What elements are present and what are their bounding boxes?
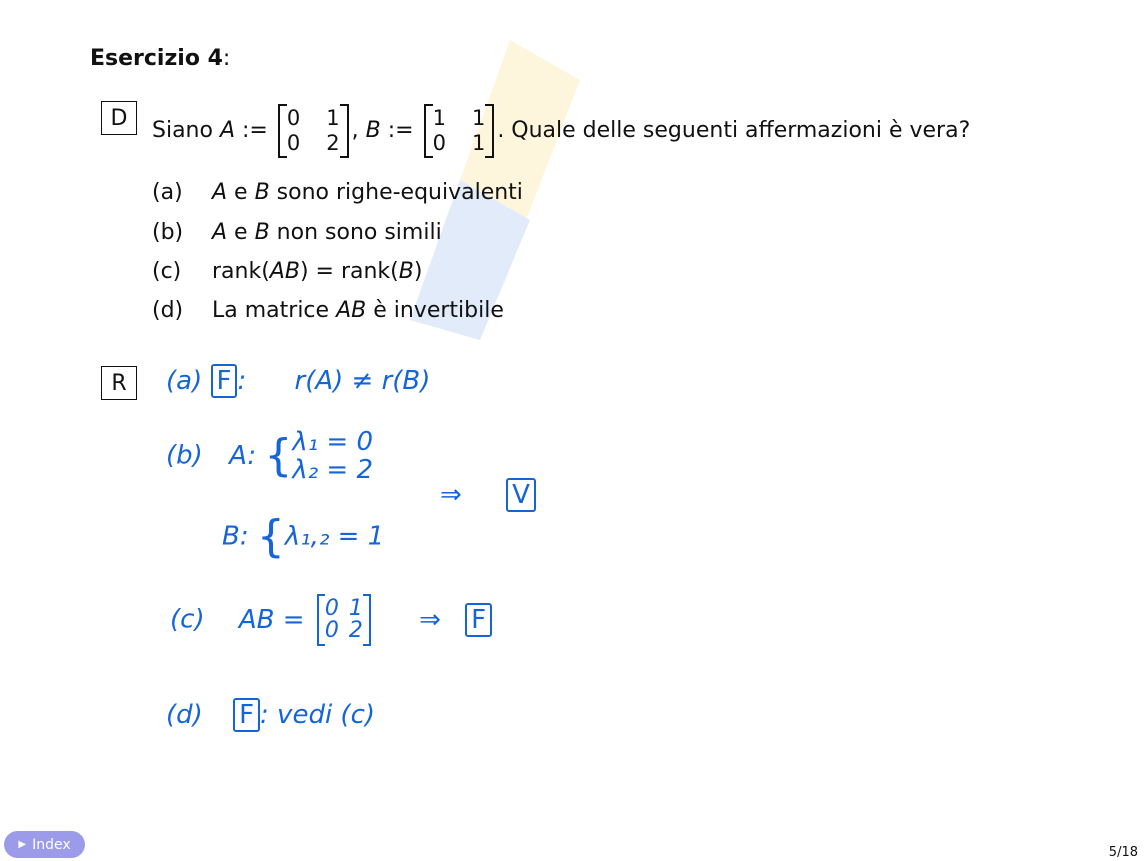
answer-box-label: R (101, 366, 137, 400)
answer-a: (a) F : r(A) ≠ r(B) (166, 366, 431, 396)
verdict-c: F (465, 603, 492, 637)
answer-b-result: ⇒ V (440, 478, 536, 512)
option-a: (a) A e B sono righe-equivalenti (152, 180, 523, 205)
matrix-b: 1 1 0 1 (424, 106, 495, 156)
verdict-a: F (211, 364, 238, 398)
option-c: (c) rank(AB) = rank(B) (152, 259, 423, 284)
answer-c: (c) AB = 0 1 0 2 ⇒ F (170, 598, 492, 642)
question-box-label: D (101, 101, 137, 135)
question-statement: Siano A := 0 1 0 2 , B := 1 1 0 1 . Quale delle seguenti affermazioni è vera? (152, 106, 971, 155)
answer-b-matrix-b: B: {λ₁,₂ = 1 (222, 511, 385, 562)
option-b: (b) A e B non sono simili (152, 220, 442, 245)
index-button-label: Index (32, 836, 71, 853)
play-triangle-icon: ▶ (18, 839, 27, 850)
exercise-title: Esercizio 4: (90, 46, 231, 71)
verdict-b: V (506, 478, 536, 512)
option-d: (d) La matrice AB è invertibile (152, 298, 504, 323)
answer-b: (b) A: {λ₁ = 0 λ₂ = 2 (166, 427, 374, 485)
page-number: 5/18 (1108, 845, 1138, 860)
matrix-a: 0 1 0 2 (278, 106, 349, 156)
verdict-d: F (233, 698, 260, 732)
index-button[interactable] (4, 831, 85, 858)
matrix-ab: 0 1 0 2 (317, 598, 371, 642)
answer-d: (d) F : vedi (c) (166, 700, 376, 730)
